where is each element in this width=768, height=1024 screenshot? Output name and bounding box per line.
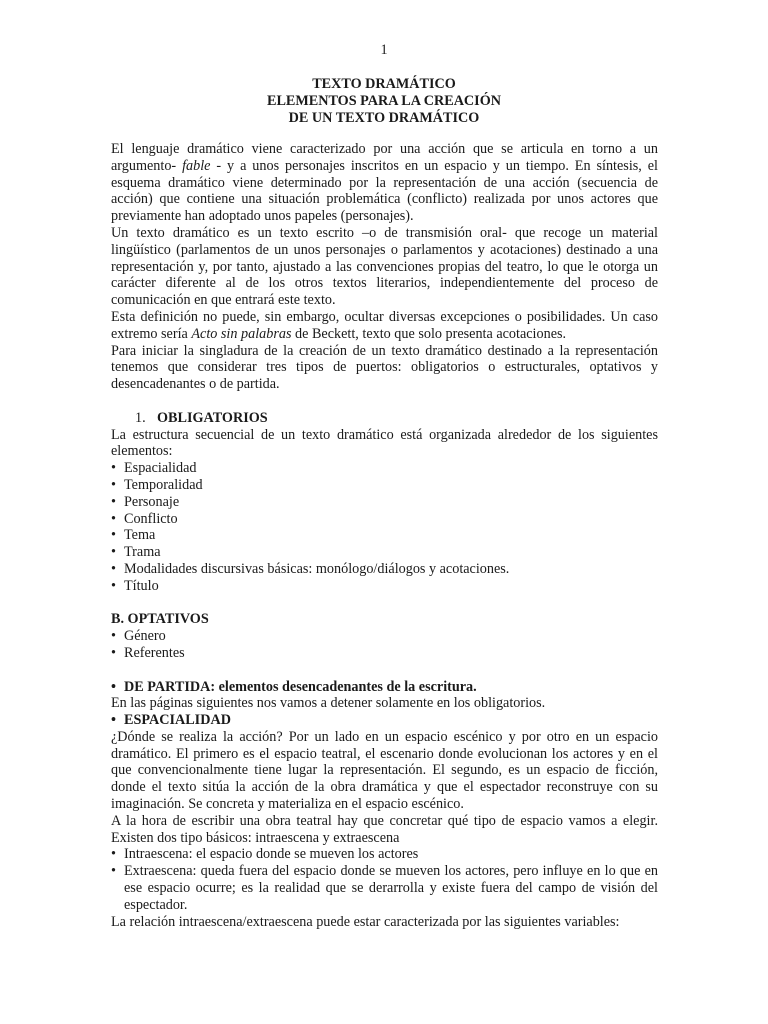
espacialidad-bullet-extraescena: • Extraescena: queda fuera del espacio donde se mueven los actores, pero influye en lo que en ese espacio ocurre; es la realidad que se derarrolla y existe fuera del campo de visión del espectador.	[111, 863, 658, 913]
section-espacialidad-heading: • ESPACIALIDAD	[111, 712, 658, 729]
section-number: 1.	[135, 409, 146, 426]
section-partida-text: En las páginas siguientes nos vamos a detener solamente en los obligatorios.	[111, 695, 546, 712]
title-line-1: TEXTO DRAMÁTICO	[312, 76, 456, 92]
spacer	[111, 662, 658, 679]
list-item: • Trama	[111, 544, 658, 561]
intro-p1-fable: fable	[182, 157, 211, 174]
list-item: • Conflicto	[111, 511, 658, 528]
document-title	[0, 76, 768, 126]
document-body	[111, 141, 658, 930]
list-item: • Tema	[111, 527, 658, 544]
spacer	[111, 393, 658, 410]
section-obligatorios-intro: La estructura secuencial de un texto dramático está organizada alrededor de los siguientes elementos:	[111, 426, 658, 460]
section-obligatorios-title: OBLIGATORIOS	[157, 409, 268, 426]
intro-p1-text-c: - y a unos personajes inscritos en un espacio y un tiempo. En síntesis, el esquema dramático viene determinado por la representación de una acción (secuencia de acción) que contiene una situación problemática (conflicto) realizada por unos actores que previamente han adoptado unos papeles (personajes).	[111, 157, 658, 225]
intro-paragraph-1	[111, 141, 658, 225]
section-obligatorios-heading	[111, 410, 658, 427]
list-item: • Modalidades discursivas básicas: monólogo/diálogos y acotaciones.	[111, 561, 658, 578]
title-line-2: ELEMENTOS PARA LA CREACIÓN	[266, 92, 501, 109]
spacer	[111, 595, 658, 612]
intro-p3-text-a: Esta definición no puede, sin embargo, ocultar diversas excepciones o posibilidades. Un caso extremo sería	[111, 308, 658, 342]
list-item: • Temporalidad	[111, 477, 658, 494]
list-item: • Espacialidad	[111, 460, 658, 477]
intro-p3-text-c: de Beckett, texto que solo presenta acotaciones.	[291, 325, 567, 342]
espacialidad-bullet-intraescena: • Intraescena: el espacio donde se mueven los actores	[111, 846, 658, 863]
title-line-3: DE UN TEXTO DRAMÁTICO	[288, 109, 480, 126]
intro-p1-text-a: El lenguaje dramático viene caracterizado por una acción que se articula en torno a un argumento-	[111, 141, 658, 174]
espacialidad-paragraph-2: A la hora de escribir una obra teatral hay que concretar qué tipo de espacio vamos a elegir. Existen dos tipo básicos: intraescena y extraescena	[111, 812, 658, 846]
page-number: 1	[380, 42, 388, 58]
intro-p3-work-title: Acto sin palabras	[191, 325, 292, 342]
list-item: • Personaje	[111, 494, 658, 511]
list-item: • Género	[111, 628, 658, 645]
obligatorios-list	[111, 460, 658, 594]
section-optativos-heading: B. OPTATIVOS	[111, 611, 209, 628]
intro-paragraph-2: Un texto dramático es un texto escrito –o de transmisión oral- que recoge un material lingüístico (parlamentos de un unos personajes o parlamentos y acotaciones) destinado a una representación y, por tanto, ajustado a las convenciones propias del teatro, lo que le otorga un carácter diferente al de los otros textos literarios, independientemente del proceso de comunicación en que entrará este texto.	[111, 224, 658, 309]
espacialidad-paragraph-3: La relación intraescena/extraescena puede estar caracterizada por las siguientes variables:	[111, 913, 620, 930]
list-item: • Referentes	[111, 645, 658, 662]
section-partida-heading: • DE PARTIDA: elementos desencadenantes de la escritura.	[111, 679, 658, 696]
intro-paragraph-3	[111, 309, 658, 343]
list-item: • Título	[111, 578, 658, 595]
espacialidad-paragraph-1: ¿Dónde se realiza la acción? Por un lado en un espacio escénico y por otro en un espacio dramático. El primero es el espacio teatral, el escenario donde evolucionan los actores y en el que convencionalmente tiene lugar la representación. El segundo, es un espacio de ficción, donde el texto sitúa la acción de la obra dramática y que el espectador reconstruye con su imaginación. Se concreta y materializa en el espacio escénico.	[111, 728, 658, 813]
intro-paragraph-4: Para iniciar la singladura de la creación de un texto dramático destinado a la representación tenemos que considerar tres tipos de puertos: obligatorios o estructurales, optativos y desencadenantes o de partida.	[111, 342, 658, 393]
optativos-list	[111, 628, 658, 662]
